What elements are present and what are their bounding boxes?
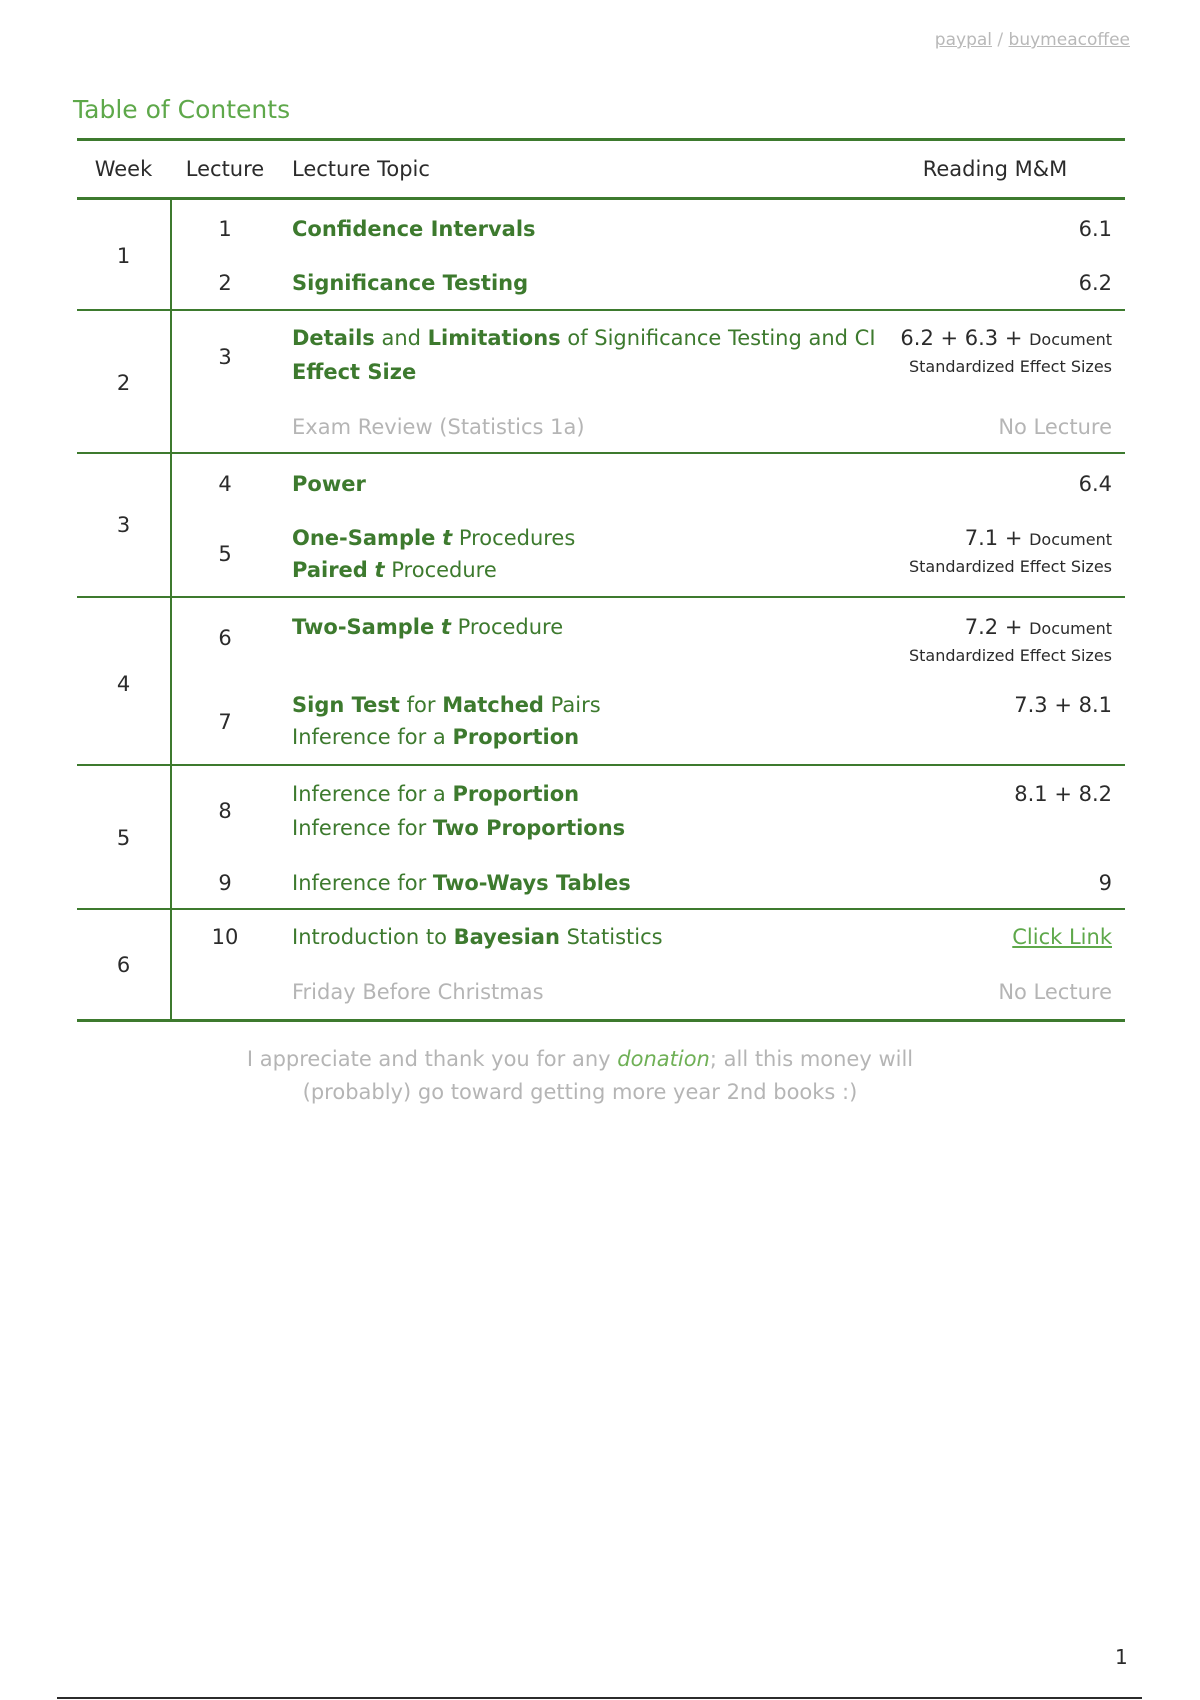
page-title: Table of Contents (73, 95, 291, 124)
week-divider (77, 309, 1125, 311)
topic-text: Sign Test (292, 693, 400, 717)
donation-note (180, 1043, 980, 1109)
note-text: (probably) go toward getting more year 2nd books :) (302, 1080, 858, 1104)
topic-paired (292, 558, 497, 582)
topic-text: Inference for (292, 871, 427, 895)
lecture-cell: 4 (218, 472, 232, 496)
reading-subtitle: Standardized Effect Sizes (908, 557, 1112, 576)
reading-text: 7.1 + (964, 526, 1023, 550)
footer-rule (57, 1697, 1142, 1699)
reading-document: Document (1029, 330, 1112, 349)
lecture-cell: 9 (218, 871, 232, 895)
topic-text: t (374, 558, 385, 582)
topic-confidence-intervals: Confidence Intervals (292, 217, 536, 241)
week-divider (77, 764, 1125, 766)
week-cell: 5 (116, 826, 131, 850)
top-links (900, 30, 1130, 50)
week-divider (77, 596, 1125, 598)
reading-cell (965, 615, 1112, 639)
week-cell: 4 (116, 672, 131, 696)
topic-text: t (442, 526, 453, 550)
week-cell: 6 (116, 953, 131, 977)
reading-text: 7.2 + (964, 615, 1023, 639)
topic-text: Introduction to (292, 925, 447, 949)
topic-text: Details (292, 326, 375, 350)
topic-two-proportions (292, 816, 625, 840)
topic-text: Two-Ways Tables (432, 871, 631, 895)
lecture-cell: 6 (218, 626, 232, 650)
topic-proportion (292, 725, 579, 749)
reading-cell: 6.4 (1078, 472, 1112, 496)
topic-text: and (381, 326, 421, 350)
lecture-cell: 8 (218, 799, 232, 823)
table-bottom-rule (77, 1019, 1125, 1022)
reading-cell: 9 (1098, 871, 1112, 895)
topic-text: Two-Sample (292, 615, 435, 639)
topic-text: Proportion (452, 782, 580, 806)
topic-bayesian (292, 925, 663, 949)
reading-no-lecture: No Lecture (998, 980, 1112, 1004)
paypal-link[interactable]: paypal (934, 30, 992, 50)
reading-document: Document (1029, 619, 1112, 638)
week-cell: 2 (116, 371, 131, 395)
reading-cell: 6.2 (1078, 271, 1112, 295)
topic-text: of Significance Testing and CI (567, 326, 876, 350)
header-topic: Lecture Topic (292, 157, 430, 181)
week-cell: 3 (116, 513, 131, 537)
week-divider (77, 452, 1125, 454)
reading-cell (965, 526, 1112, 550)
reading-cell: 6.1 (1078, 217, 1112, 241)
topic-text: Limitations (427, 326, 561, 350)
topic-significance-testing: Significance Testing (292, 271, 529, 295)
topic-power: Power (292, 472, 366, 496)
topic-two-sample (292, 615, 563, 639)
topic-text: Statistics (566, 925, 663, 949)
note-text: ; all this money will (709, 1047, 914, 1071)
topic-text: Paired (292, 558, 368, 582)
column-divider (170, 198, 172, 1021)
link-separator: / (997, 30, 1004, 50)
topic-one-sample (292, 526, 575, 550)
donation-link[interactable]: donation (617, 1047, 710, 1071)
topic-text: Inference for a (292, 782, 446, 806)
week-divider (77, 908, 1125, 910)
lecture-cell: 3 (218, 345, 232, 369)
lecture-cell: 2 (218, 271, 232, 295)
topic-text: Procedures (458, 526, 576, 550)
topic-text: Bayesian (453, 925, 560, 949)
topic-text: Procedure (457, 615, 564, 639)
topic-text: for (406, 693, 436, 717)
topic-sign-test (292, 693, 601, 717)
reading-subtitle: Standardized Effect Sizes (908, 357, 1112, 376)
topic-two-ways-tables (292, 871, 631, 895)
topic-text: Two Proportions (432, 816, 626, 840)
topic-text: Procedure (391, 558, 497, 582)
topic-friday-before-christmas: Friday Before Christmas (292, 980, 544, 1004)
reading-text: 6.2 + 6.3 + (900, 326, 1023, 350)
reading-subtitle: Standardized Effect Sizes (908, 646, 1112, 665)
table-top-rule (77, 138, 1125, 141)
topic-text: Proportion (452, 725, 580, 749)
header-reading: Reading M&M (922, 157, 1068, 181)
reading-no-lecture: No Lecture (998, 415, 1112, 439)
header-lecture: Lecture (185, 157, 265, 181)
buymeacoffee-link[interactable]: buymeacoffee (1008, 30, 1130, 50)
topic-lecture-3 (292, 326, 876, 350)
reading-document: Document (1029, 530, 1112, 549)
reading-cell: 8.1 + 8.2 (1014, 782, 1112, 806)
note-text: I appreciate and thank you for any (246, 1047, 611, 1071)
lecture-cell: 5 (218, 542, 232, 566)
topic-text: Inference for (292, 816, 427, 840)
reading-cell (900, 326, 1112, 350)
click-link[interactable]: Click Link (1012, 925, 1112, 949)
topic-text: t (440, 615, 451, 639)
topic-proportion (292, 782, 579, 806)
topic-text: One-Sample (292, 526, 436, 550)
reading-cell: 7.3 + 8.1 (1014, 693, 1112, 717)
week-cell: 1 (116, 244, 131, 268)
lecture-cell: 10 (211, 925, 239, 949)
lecture-cell: 7 (218, 710, 232, 734)
header-bottom-rule (77, 197, 1125, 200)
lecture-cell: 1 (218, 217, 232, 241)
topic-text: Matched (442, 693, 544, 717)
topic-exam-review: Exam Review (Statistics 1a) (292, 415, 585, 439)
topic-text: Pairs (550, 693, 601, 717)
header-week: Week (94, 157, 153, 181)
topic-effect-size: Effect Size (292, 360, 417, 384)
topic-text: Inference for a (292, 725, 446, 749)
page-number: 1 (1115, 1645, 1128, 1669)
